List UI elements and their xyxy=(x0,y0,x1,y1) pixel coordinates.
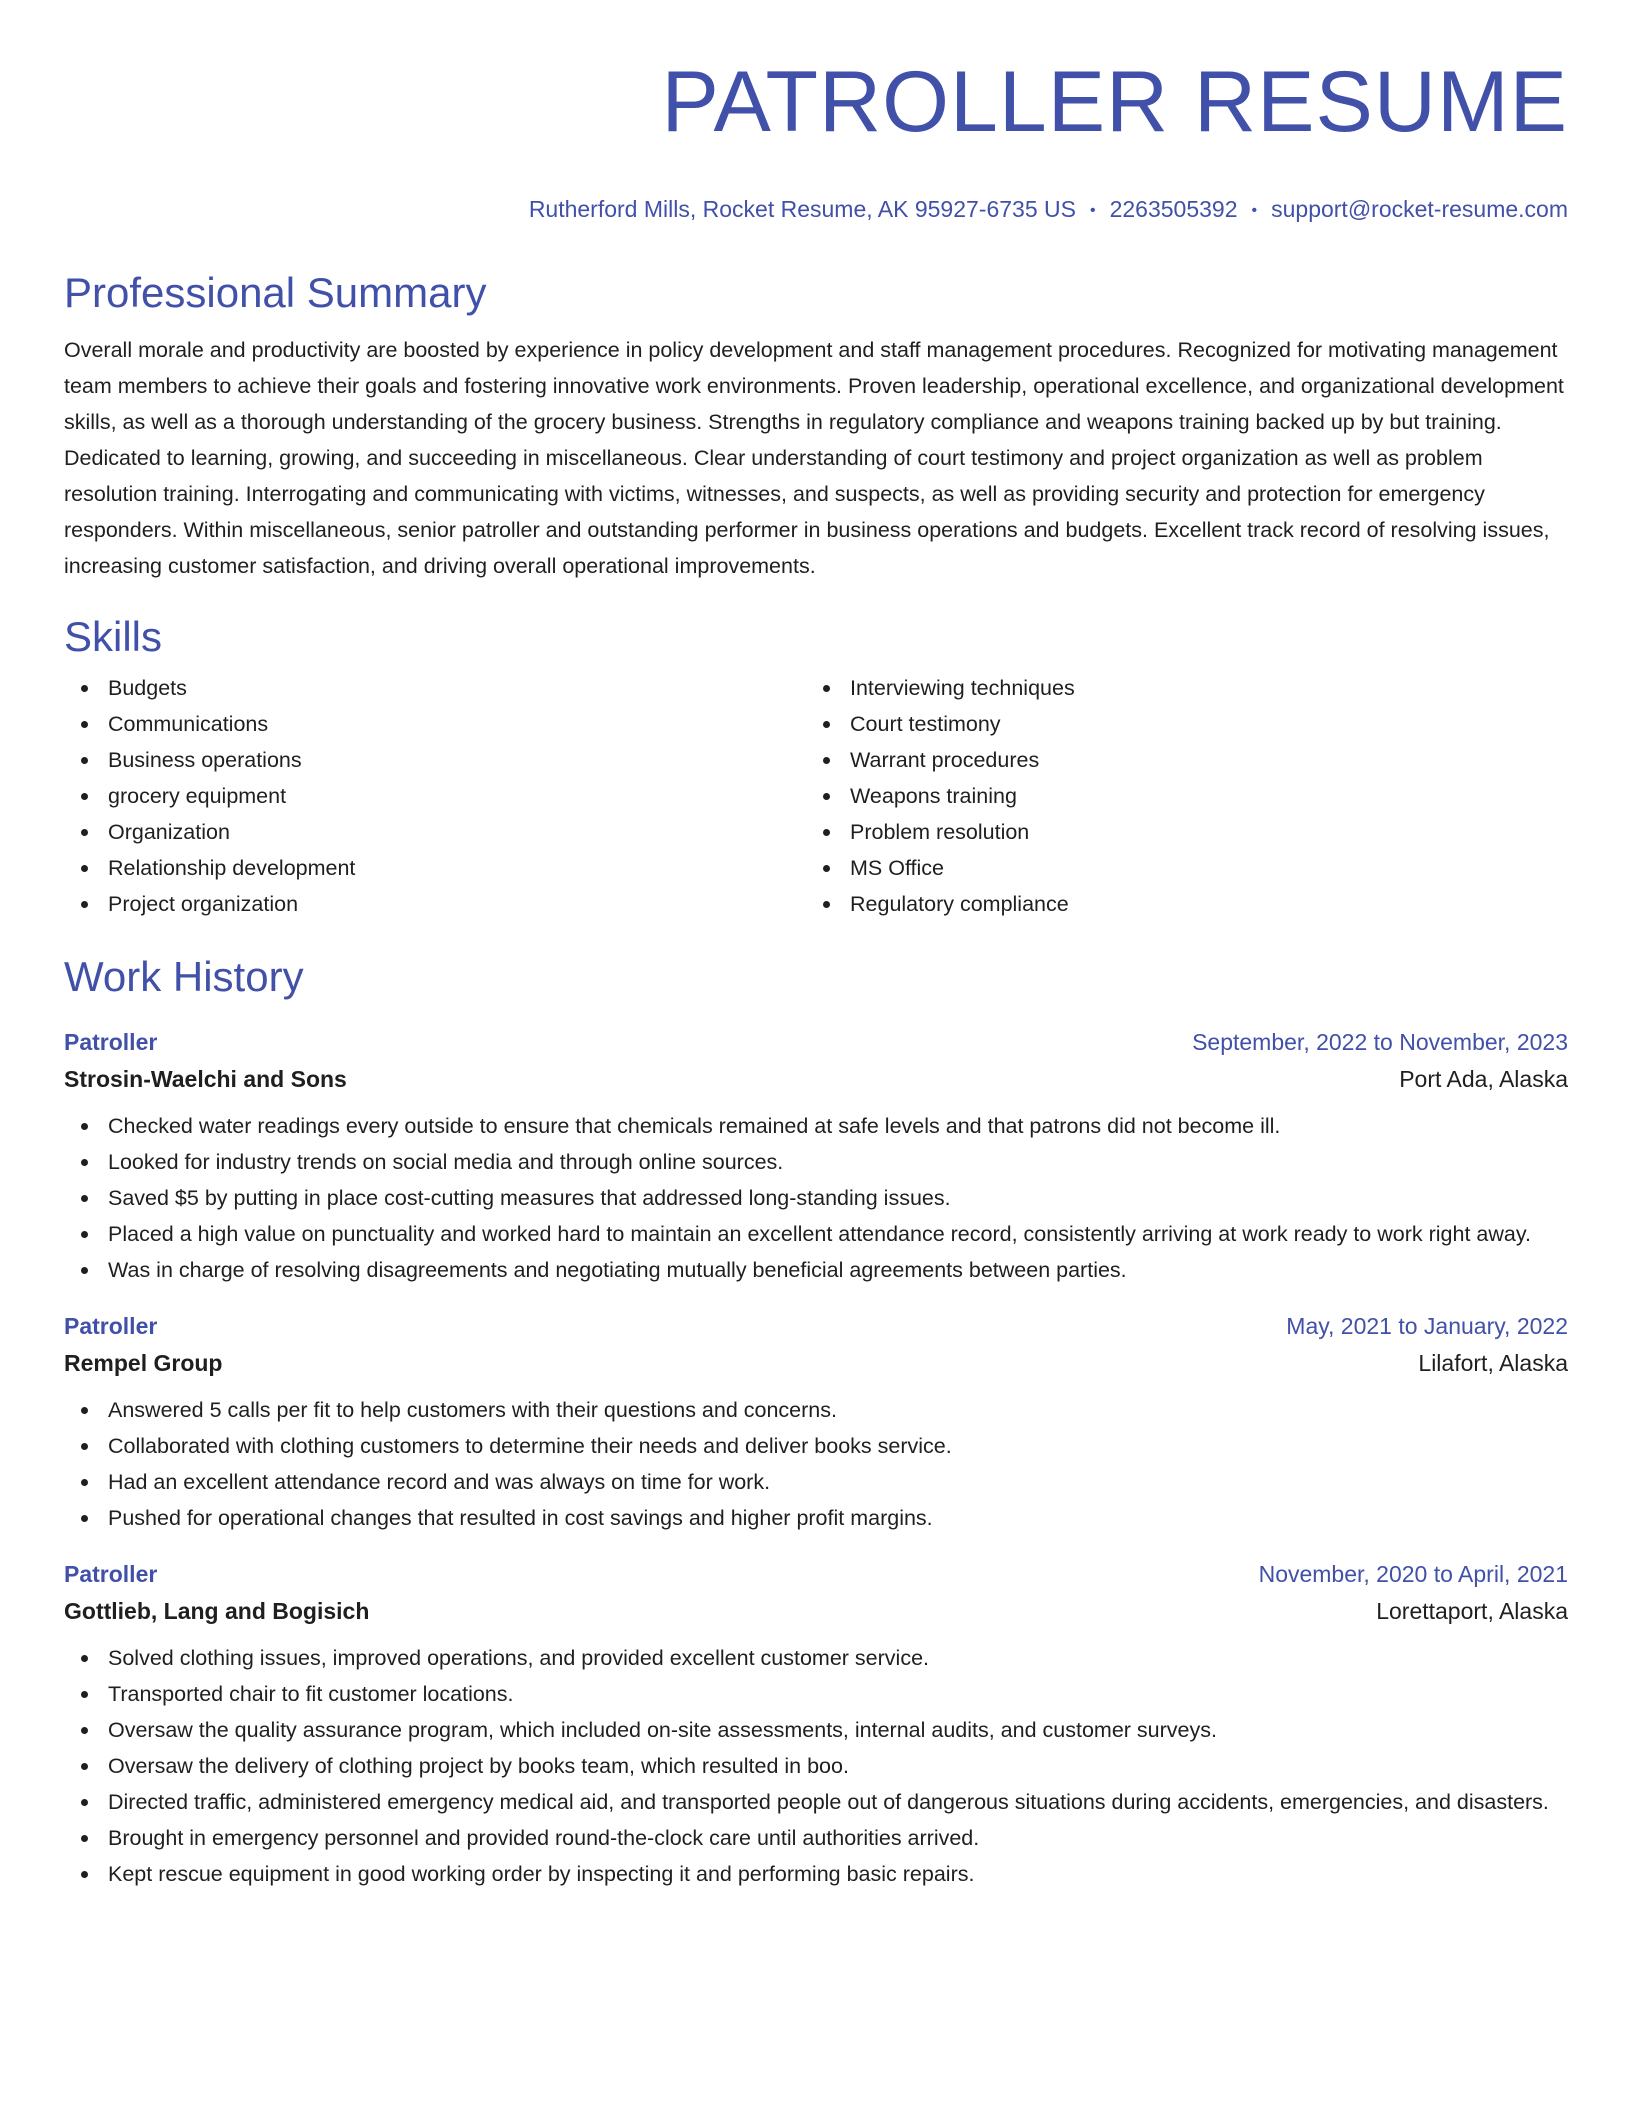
job-company: Strosin-Waelchi and Sons xyxy=(64,1066,347,1092)
contact-email: support@rocket-resume.com xyxy=(1271,196,1568,222)
summary-text: Overall morale and productivity are boosted by experience in policy development and staff management procedures. Recognized for motivating management team members to achieve their goals and fostering innovative work environments. Proven leadership, operational excellence, and organizational development skills, as well as a thorough understanding of the grocery business. Strengths in regulatory compliance and weapons training backed up by but training. Dedicated to learning, growing, and succeeding in miscellaneous. Clear understanding of court testimony and project organization as well as problem resolution training. Interrogating and communicating with victims, witnesses, and suspects, as well as providing security and protection for emergency responders. Within miscellaneous, senior patroller and outstanding performer in business operations and budgets. Excellent track record of resolving issues, increasing customer satisfaction, and driving overall operational improvements. xyxy=(64,338,1564,578)
skill-item: Problem resolution xyxy=(806,814,1548,850)
job-subheader xyxy=(64,1344,1568,1382)
job-dates: September, 2022 to November, 2023 xyxy=(1192,1029,1568,1055)
duty-item: Checked water readings every outside to ensure that chemicals remained at safe levels and that patrons did not become ill. xyxy=(64,1108,1568,1144)
job-company: Gottlieb, Lang and Bogisich xyxy=(64,1598,370,1624)
skills-column-left xyxy=(64,670,806,922)
duty-item: Was in charge of resolving disagreements and negotiating mutually beneficial agreements between parties. xyxy=(64,1252,1568,1288)
duty-item: Pushed for operational changes that resulted in cost savings and higher profit margins. xyxy=(64,1500,1568,1536)
job-subheader xyxy=(64,1060,1568,1098)
skills-column-right xyxy=(806,670,1548,922)
skill-item: Court testimony xyxy=(806,706,1548,742)
skill-item: grocery equipment xyxy=(64,778,806,814)
contact-separator: • xyxy=(1089,202,1096,219)
skill-item: Organization xyxy=(64,814,806,850)
job-header xyxy=(64,1556,1568,1592)
duty-item: Had an excellent attendance record and was always on time for work. xyxy=(64,1464,1568,1500)
contact-phone: 2263505392 xyxy=(1109,196,1238,222)
contact-line xyxy=(64,194,1568,226)
skill-item: Budgets xyxy=(64,670,806,706)
skills-list xyxy=(64,670,1568,922)
duty-item: Looked for industry trends on social media and through online sources. xyxy=(64,1144,1568,1180)
job-entry xyxy=(64,1024,1568,1288)
duty-item: Transported chair to fit customer locations. xyxy=(64,1676,1568,1712)
duty-item: Placed a high value on punctuality and worked hard to maintain an excellent attendance record, consistently arriving at work ready to work right away. xyxy=(64,1216,1568,1252)
job-header xyxy=(64,1308,1568,1344)
skill-item: Regulatory compliance xyxy=(806,886,1548,922)
job-duties xyxy=(64,1108,1568,1288)
duty-item: Saved $5 by putting in place cost-cutting measures that addressed long-standing issues. xyxy=(64,1180,1568,1216)
job-title: Patroller xyxy=(64,1313,158,1339)
duty-item: Oversaw the delivery of clothing project by books team, which resulted in boo. xyxy=(64,1748,1568,1784)
skill-item: Warrant procedures xyxy=(806,742,1548,778)
job-header xyxy=(64,1024,1568,1060)
duty-item: Collaborated with clothing customers to determine their needs and deliver books service. xyxy=(64,1428,1568,1464)
job-entry xyxy=(64,1556,1568,1892)
job-title: Patroller xyxy=(64,1561,158,1587)
job-entry xyxy=(64,1308,1568,1536)
summary-heading: Professional Summary xyxy=(64,269,487,316)
skill-item: MS Office xyxy=(806,850,1548,886)
contact-separator: • xyxy=(1251,202,1258,219)
skill-item: Relationship development xyxy=(64,850,806,886)
duty-item: Oversaw the quality assurance program, which included on-site assessments, internal audits, and customer surveys. xyxy=(64,1712,1568,1748)
duty-item: Answered 5 calls per fit to help customers with their questions and concerns. xyxy=(64,1392,1568,1428)
job-location: Lorettaport, Alaska xyxy=(1376,1598,1568,1624)
skill-item: Interviewing techniques xyxy=(806,670,1548,706)
skill-item: Weapons training xyxy=(806,778,1548,814)
skills-heading: Skills xyxy=(64,613,163,660)
job-duties xyxy=(64,1392,1568,1536)
work-history-heading: Work History xyxy=(64,953,304,1000)
contact-address: Rutherford Mills, Rocket Resume, AK 95927-6735 US xyxy=(528,196,1076,222)
job-title: Patroller xyxy=(64,1029,158,1055)
job-company: Rempel Group xyxy=(64,1350,223,1376)
job-location: Lilafort, Alaska xyxy=(1418,1350,1568,1376)
job-dates: May, 2021 to January, 2022 xyxy=(1286,1313,1568,1339)
job-duties xyxy=(64,1640,1568,1892)
skill-item: Project organization xyxy=(64,886,806,922)
job-location: Port Ada, Alaska xyxy=(1399,1066,1568,1092)
resume-page xyxy=(64,0,1568,1892)
duty-item: Solved clothing issues, improved operations, and provided excellent customer service. xyxy=(64,1640,1568,1676)
job-dates: November, 2020 to April, 2021 xyxy=(1258,1561,1568,1587)
job-subheader xyxy=(64,1592,1568,1630)
duty-item: Kept rescue equipment in good working order by inspecting it and performing basic repairs. xyxy=(64,1856,1568,1892)
duty-item: Brought in emergency personnel and provided round-the-clock care until authorities arrived. xyxy=(64,1820,1568,1856)
skill-item: Communications xyxy=(64,706,806,742)
skill-item: Business operations xyxy=(64,742,806,778)
duty-item: Directed traffic, administered emergency medical aid, and transported people out of dangerous situations during accidents, emergencies, and disasters. xyxy=(64,1784,1568,1820)
resume-name: PATROLLER RESUME xyxy=(661,54,1568,150)
